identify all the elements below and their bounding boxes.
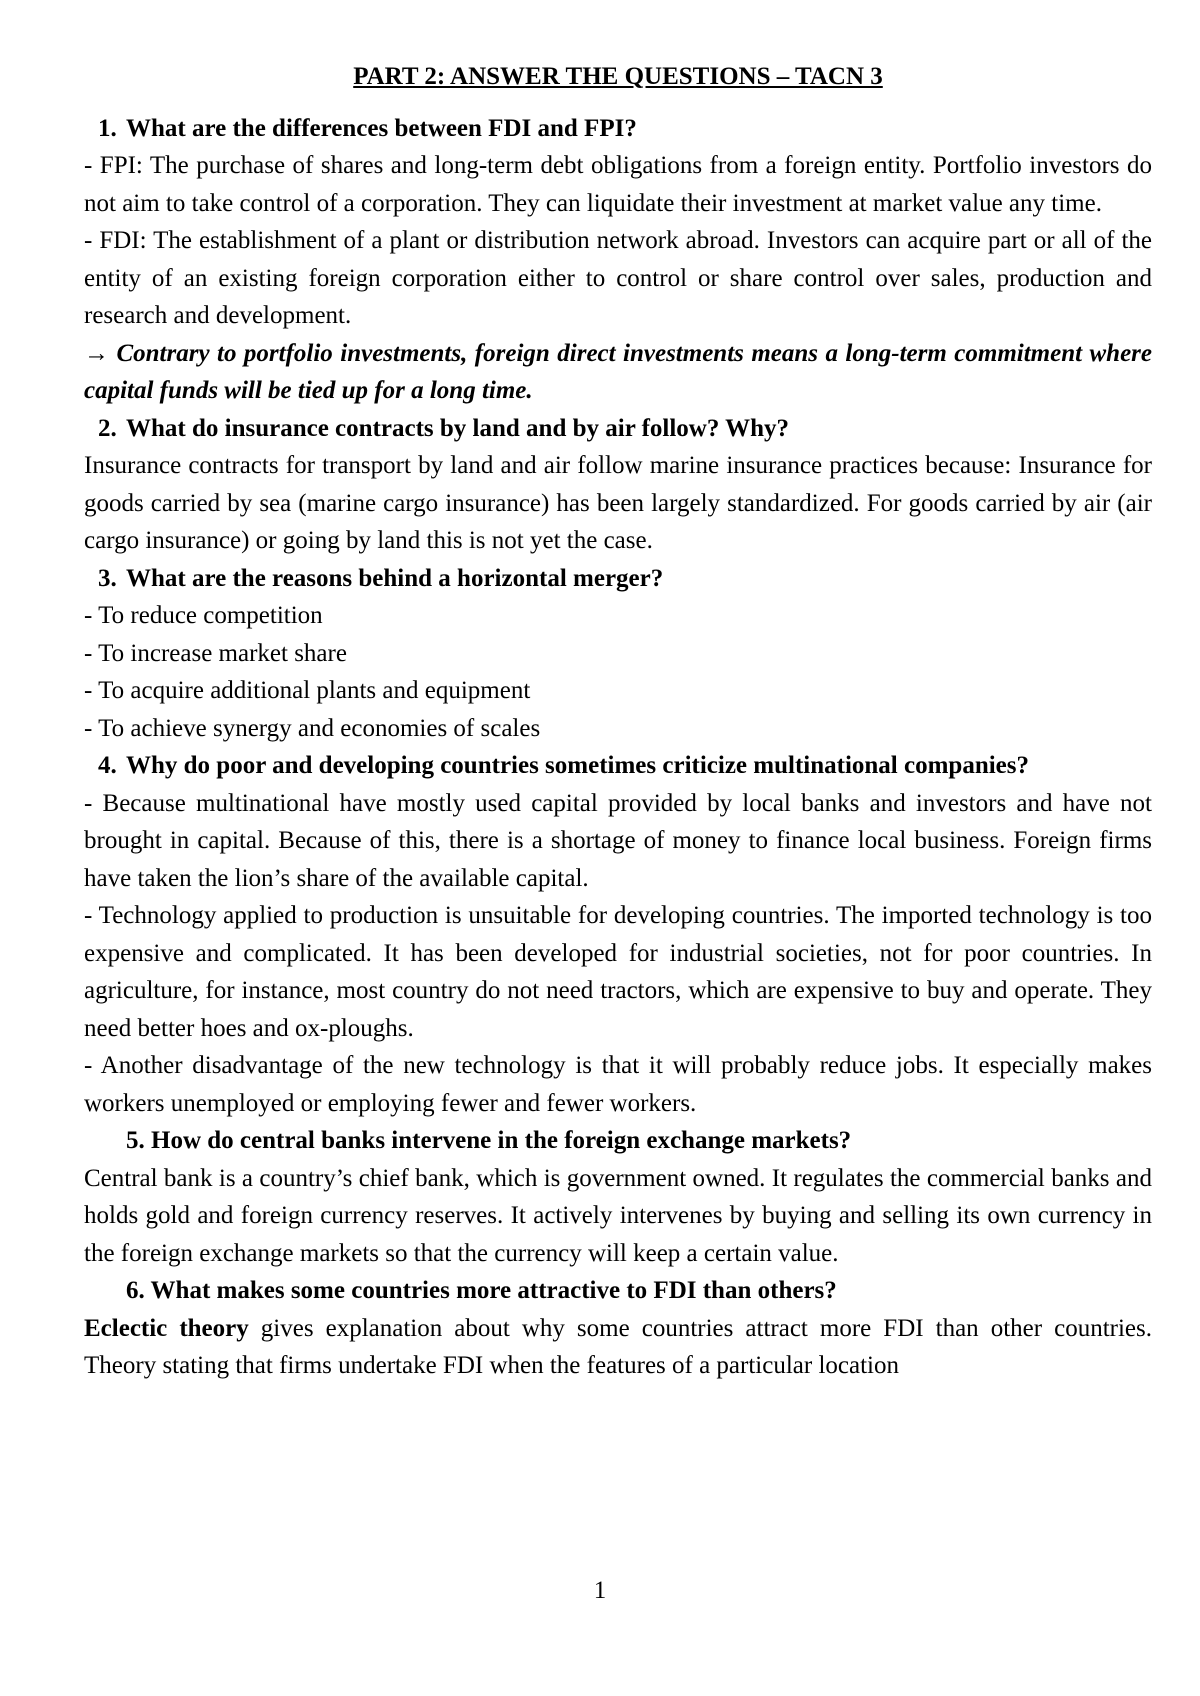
answer-4-paragraph: - Another disadvantage of the new technology is that it will probably reduce jobs. It especially makes workers unemployed or employing fewer and fewer workers. <box>84 1052 1152 1117</box>
answer-3-item: - To increase market share <box>84 639 347 667</box>
arrow-right-icon: → <box>84 339 109 367</box>
question-2-text: What do insurance contracts by land and by air follow? Why? <box>126 414 790 442</box>
answer-1-conclusion <box>84 335 1152 410</box>
answer-1-fpi: - FPI: The purchase of shares and long-term debt obligations from a foreign entity. Portfolio investors do not aim to take control of a corporation. They can liquidate their investment at market value any time. <box>84 152 1152 217</box>
question-6: 6. What makes some countries more attractive to FDI than others? <box>126 1277 837 1304</box>
answer-4-paragraph: - Technology applied to production is unsuitable for developing countries. The imported technology is too expensive and complicated. It has been developed for industrial societies, not for poor countries. In agriculture, for instance, most country do not need tractors, which are expensive to buy and operate. They need better hoes and ox-ploughs. <box>84 902 1152 1042</box>
answer-6-text: gives explanation about why some countries attract more FDI than other countries. Theory stating that firms undertake FDI when the features of a particular location <box>84 1314 1152 1379</box>
answer-3-item: - To acquire additional plants and equipment <box>84 677 531 704</box>
answer-2: Insurance contracts for transport by land and air follow marine insurance practices because: Insurance for goods carried by sea (marine cargo insurance) has been largely standardized. For goods carried by air (air cargo insurance) or going by land this is not yet the case. <box>84 452 1152 554</box>
question-1 <box>84 110 1152 148</box>
question-4 <box>84 747 1152 785</box>
question-3 <box>84 560 1152 598</box>
question-4-text: Why do poor and developing countries sometimes criticize multinational companies? <box>126 752 1029 779</box>
question-4-number: 4. <box>98 752 117 779</box>
answer-1-conclusion-text: Contrary to portfolio investments, foreign direct investments means a long-term commitment where capital funds will be tied up for a long time. <box>84 339 1153 404</box>
answer-1-fdi: - FDI: The establishment of a plant or distribution network abroad. Investors can acquire part or all of the entity of an existing foreign corporation either to control or share control over sales, production and research and development. <box>84 227 1152 329</box>
question-5: 5. How do central banks intervene in the foreign exchange markets? <box>126 1127 852 1154</box>
answer-5: Central bank is a country’s chief bank, which is government owned. It regulates the commercial banks and holds gold and foreign currency reserves. It actively intervenes by buying and selling its own currency in the foreign exchange markets so that the currency will keep a certain value. <box>84 1164 1152 1267</box>
question-1-number: 1. <box>98 114 117 142</box>
answer-4-paragraph: - Because multinational have mostly used capital provided by local banks and investors and have not brought in capital. Because of this, there is a shortage of money to finance local business. Foreign firms have taken the lion’s share of the available capital. <box>84 789 1152 892</box>
answer-3-item: - To reduce competition <box>84 602 323 629</box>
page-number: 1 <box>593 1577 607 1604</box>
answer-6-term: Eclectic theory <box>84 1314 249 1342</box>
question-1-text: What are the differences between FDI and FPI? <box>126 114 637 142</box>
page-title: PART 2: ANSWER THE QUESTIONS – TACN 3 <box>353 63 883 90</box>
question-3-text: What are the reasons behind a horizontal merger? <box>126 564 664 592</box>
answer-3-item: - To achieve synergy and economies of scales <box>84 714 541 742</box>
question-2-number: 2. <box>98 414 117 442</box>
question-2 <box>84 410 1152 448</box>
question-3-number: 3. <box>98 564 117 592</box>
answer-6 <box>84 1310 1152 1385</box>
